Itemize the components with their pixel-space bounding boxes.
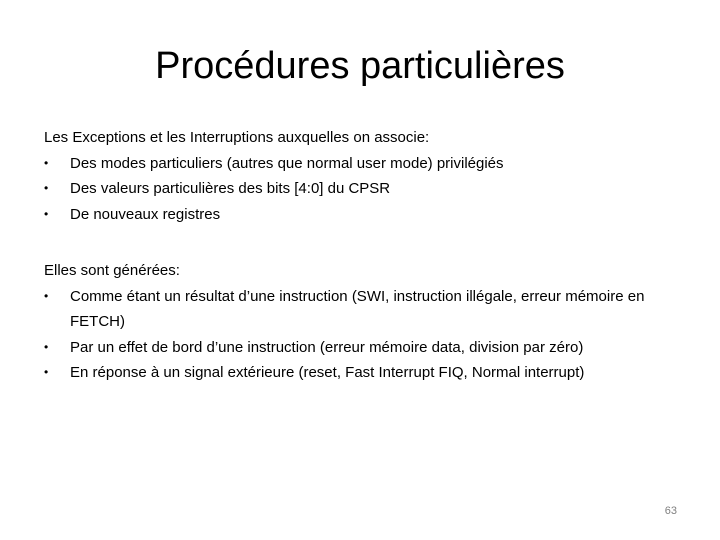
list-item bbox=[44, 284, 664, 335]
generation-intro: Elles sont générées: bbox=[44, 262, 180, 279]
bullet-icon: • bbox=[44, 365, 49, 379]
page-number: 63 bbox=[664, 505, 677, 517]
slide-title: Procédures particulières bbox=[155, 45, 565, 87]
list-item-text: De nouveaux registres bbox=[70, 205, 221, 223]
bullet-icon: • bbox=[44, 181, 49, 195]
list-item-text: En réponse à un signal extérieure (reset, Fast Interrupt FIQ, Normal interrupt) bbox=[70, 364, 585, 381]
bullet-icon: • bbox=[44, 339, 49, 354]
list-item bbox=[44, 335, 664, 361]
list-item-text: Des valeurs particulières des bits [4:0] du CPSR bbox=[70, 180, 391, 197]
list-item-text: Comme étant un résultat d’une instruction (SWI, instruction illégale, erreur mémoire en FETCH) bbox=[70, 287, 645, 330]
exceptions-section bbox=[44, 125, 664, 227]
exceptions-intro: Les Exceptions et les Interruptions auxquelles on associe: bbox=[44, 129, 430, 146]
list-item-text: Des modes particuliers (autres que normal user mode) privilégiés bbox=[70, 154, 504, 172]
bullet-icon: • bbox=[44, 288, 49, 303]
list-item bbox=[44, 176, 664, 202]
bullet-icon: • bbox=[44, 155, 49, 170]
list-item bbox=[44, 151, 664, 177]
list-item-text: Par un effet de bord d’une instruction (erreur mémoire data, division par zéro) bbox=[70, 338, 584, 356]
list-item bbox=[44, 202, 664, 228]
list-item bbox=[44, 360, 664, 386]
bullet-icon: • bbox=[44, 206, 49, 221]
generation-section bbox=[44, 258, 664, 386]
